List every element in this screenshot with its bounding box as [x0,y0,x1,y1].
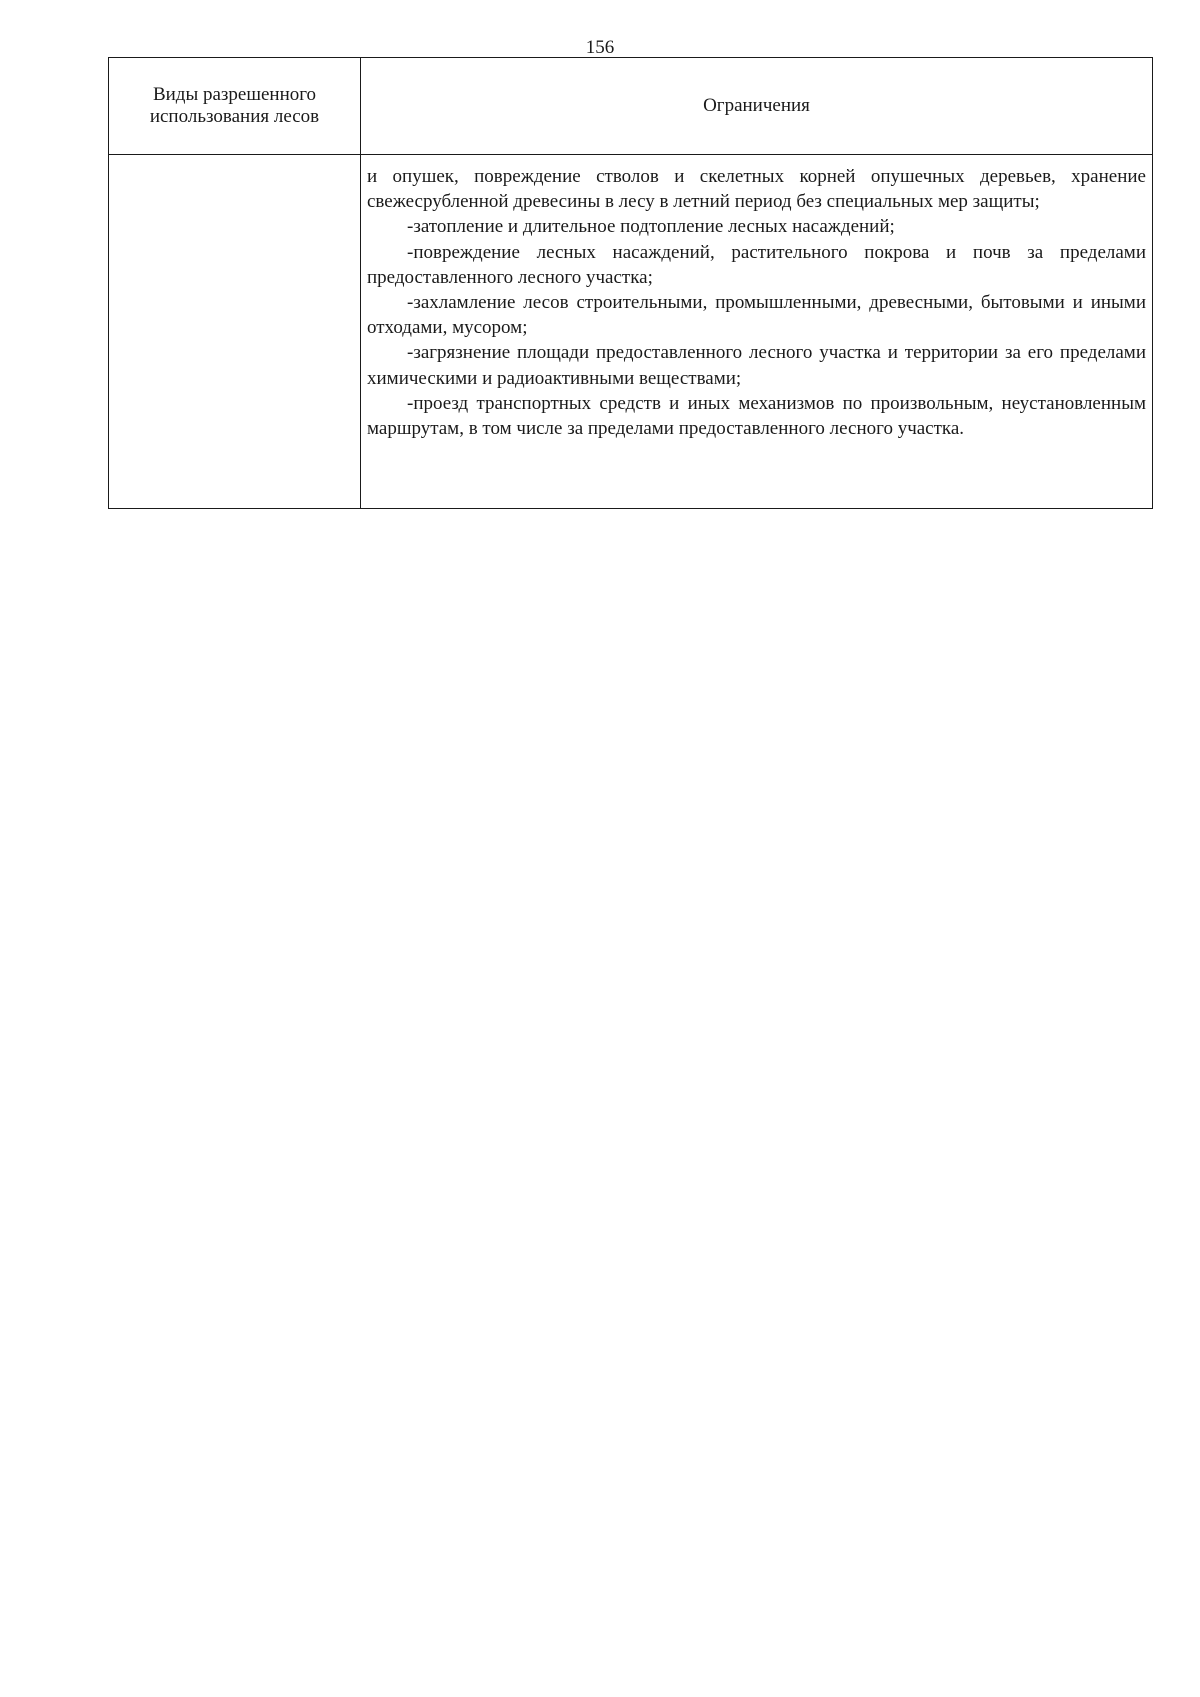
table-header-row [109,58,1153,155]
restriction-paragraph: -затопление и длительное подтопление лесных насаждений; [407,216,895,238]
restriction-paragraph: -повреждение лесных насаждений, растительного покрова и почв за пределами предоставленного лесного участка; [367,241,1146,288]
page-number: 156 [585,37,615,58]
restriction-paragraph: -загрязнение площади предоставленного лесного участка и территории за его пределами химическими и радиоактивными веществами; [367,342,1146,389]
restriction-paragraph: -захламление лесов строительными, промышленными, древесными, бытовыми и иными отходами, мусором; [367,292,1146,339]
table-row [109,155,1153,509]
cell-forest-use-type [109,155,361,509]
restriction-paragraph: и опушек, повреждение стволов и скелетных корней опушечных деревьев, хранение свежесрубленной древесины в лесу в летний период без специальных мер защиты; [367,166,1146,213]
restrictions-table [108,57,1153,509]
restriction-paragraph: -проезд транспортных средств и иных механизмов по произвольным, неустановленным маршрутам, в том числе за пределами предоставленного лесного участка. [367,392,1146,440]
header-restrictions: Ограничения [361,58,1153,155]
cell-restrictions [361,155,1153,509]
header-forest-use-types: Виды разрешенного использования лесов [109,58,361,155]
